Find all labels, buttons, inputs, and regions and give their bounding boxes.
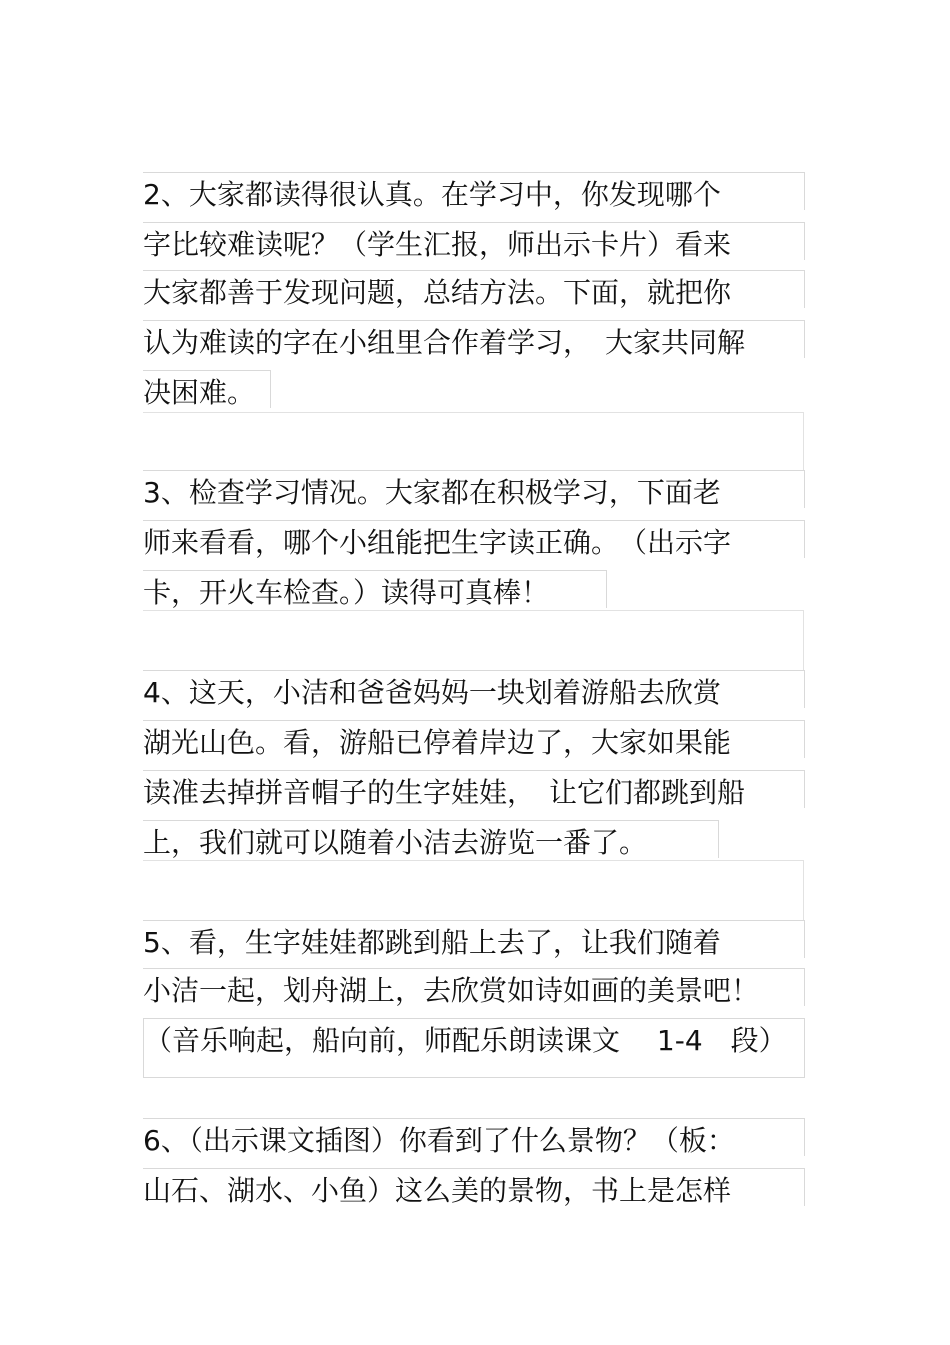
- paragraph-1-line-1: 2、大家都读得很认真。在学习中，你发现哪个: [143, 172, 805, 210]
- paragraph-3-line-4: 上，我们就可以随着小洁去游览一番了。: [143, 820, 719, 858]
- paragraph-4-line-2: 小洁一起，划舟湖上，去欣赏如诗如画的美景吧！: [143, 968, 805, 1006]
- paragraph-3-line-2: 湖光山色。看，游船已停着岸边了，大家如果能: [143, 720, 805, 758]
- paragraph-gap: [143, 860, 804, 920]
- paragraph-2-line-3: 卡，开火车检查。）读得可真棒！: [143, 570, 607, 608]
- paragraph-3-line-1: 4、这天，小洁和爸爸妈妈一块划着游船去欣赏: [143, 670, 805, 708]
- paragraph-5-line-1: 6、（出示课文插图）你看到了什么景物？（板：: [143, 1118, 805, 1156]
- paragraph-gap: [143, 412, 804, 470]
- paragraph-1-line-2: 字比较难读呢？（学生汇报，师出示卡片）看来: [143, 222, 805, 260]
- paragraph-2-line-1: 3、检查学习情况。大家都在积极学习，下面老: [143, 470, 805, 508]
- paragraph-4-line-1: 5、看，生字娃娃都跳到船上去了，让我们随着: [143, 920, 805, 958]
- paragraph-2-line-2: 师来看看，哪个小组能把生字读正确。 （出示字: [143, 520, 805, 558]
- paragraph-3-line-3: 读准去掉拼音帽子的生字娃娃， 让它们都跳到船: [143, 770, 805, 808]
- paragraph-gap: [143, 610, 804, 670]
- paragraph-4-line-3: （音乐响起，船向前，师配乐朗读课文 1-4 段）: [143, 1018, 805, 1078]
- paragraph-1-line-5: 决困难。: [143, 370, 271, 408]
- paragraph-5-line-2: 山石、湖水、小鱼）这么美的景物，书上是怎样: [143, 1168, 805, 1206]
- paragraph-1-line-3: 大家都善于发现问题，总结方法。下面，就把你: [143, 270, 805, 308]
- paragraph-1-line-4: 认为难读的字在小组里合作着学习， 大家共同解: [143, 320, 805, 358]
